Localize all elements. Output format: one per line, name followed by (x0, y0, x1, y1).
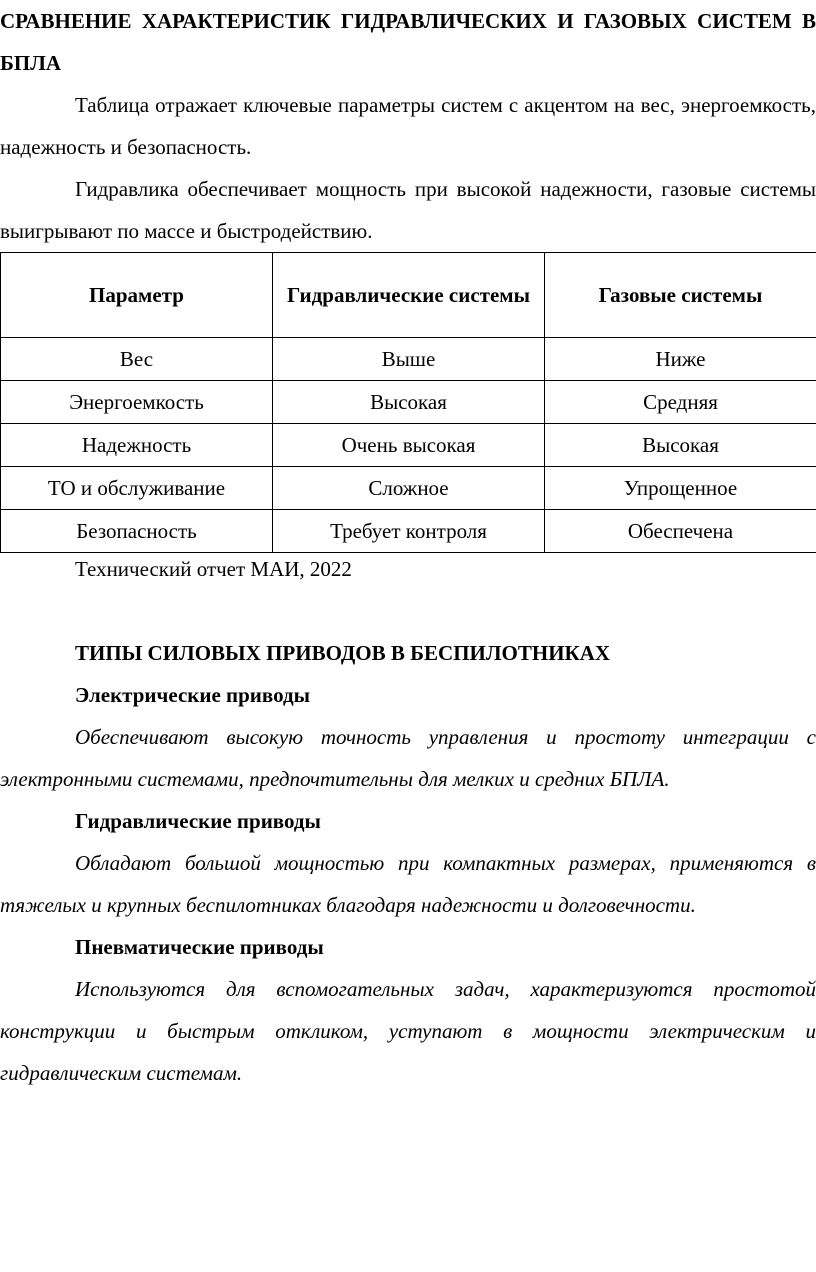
table-cell: Средняя (545, 381, 816, 424)
subheading-pneumatic: Пневматические приводы (75, 935, 324, 959)
table-row (1, 381, 816, 424)
table-header-row (1, 253, 816, 338)
table-header-cell: Параметр (1, 253, 273, 338)
table-cell: Выше (273, 338, 545, 381)
section-actuators (0, 632, 816, 1094)
table-cell: Очень высокая (273, 424, 545, 467)
section-title: ТИПЫ СИЛОВЫХ ПРИВОДОВ В БЕСПИЛОТНИКАХ (75, 641, 611, 665)
table-cell: Обеспечена (545, 510, 816, 553)
table-cell: Требует контроля (273, 510, 545, 553)
intro-paragraph-2: Гидравлика обеспечивает мощность при высокой надежности, газовые системы выигрывают по массе и быстродействию. (0, 177, 816, 243)
subheading-electric: Электрические приводы (75, 683, 311, 707)
table-row (1, 338, 816, 381)
table-row (1, 424, 816, 467)
table-row (1, 467, 816, 510)
table-cell: Безопасность (1, 510, 273, 553)
comparison-table (0, 252, 816, 553)
table-header-cell: Гидравлические системы (273, 253, 545, 338)
subheading-hydraulic: Гидравлические приводы (75, 809, 321, 833)
table-cell: Сложное (273, 467, 545, 510)
table-cell: Высокая (273, 381, 545, 424)
table-cell: Ниже (545, 338, 816, 381)
table-cell: Упрощенное (545, 467, 816, 510)
table-cell: Энергоемкость (1, 381, 273, 424)
section-title: СРАВНЕНИЕ ХАРАКТЕРИСТИК ГИДРАВЛИЧЕСКИХ И ГАЗОВЫХ СИСТЕМ В БПЛА (0, 9, 816, 75)
table-cell: Надежность (1, 424, 273, 467)
section-comparison (0, 0, 816, 252)
table-source-block (0, 548, 816, 590)
table-header-cell: Газовые системы (545, 253, 816, 338)
table-row (1, 510, 816, 553)
intro-paragraph-1: Таблица отражает ключевые параметры систем с акцентом на вес, энергоемкость, надежность и безопасность. (0, 93, 816, 159)
table-cell: Высокая (545, 424, 816, 467)
paragraph-electric: Обеспечивают высокую точность управления и простоту интеграции с электронными системами, предпочтительны для мелких и средних БПЛА. (0, 725, 816, 791)
paragraph-pneumatic: Используются для вспомогательных задач, характеризуются простотой конструкции и быстрым откликом, уступают в мощности электрическим и гидравлическим системам. (0, 977, 816, 1085)
table-cell: ТО и обслуживание (1, 467, 273, 510)
paragraph-hydraulic: Обладают большой мощностью при компактных размерах, применяются в тяжелых и крупных беспилотниках благодаря надежности и долговечности. (0, 851, 816, 917)
table-cell: Вес (1, 338, 273, 381)
table-source: Технический отчет МАИ, 2022 (75, 557, 352, 581)
